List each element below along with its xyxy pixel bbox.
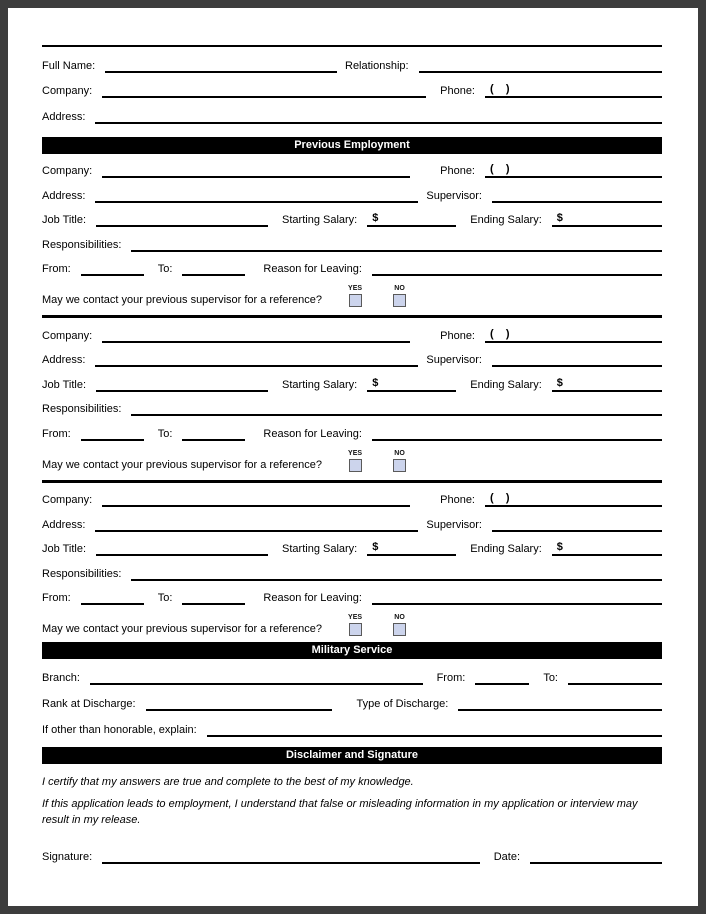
phone-field-line [485, 328, 662, 343]
ending-salary-label: Ending Salary: [470, 543, 542, 555]
no-checkbox[interactable] [393, 459, 406, 472]
contact-question: May we contact your previous supervisor for a reference? [42, 294, 323, 306]
no-label: NO [394, 285, 405, 292]
release-statement: If this application leads to employment, I understand that false or misleading information in my application or interview may result in my release. [42, 798, 638, 826]
company-field-line [102, 338, 410, 343]
reason-for-leaving-label: Reason for Leaving: [263, 263, 362, 275]
yes-checkbox[interactable] [349, 459, 362, 472]
dollar-sign: $ [372, 376, 379, 389]
form-page [8, 8, 698, 906]
date-label: Date: [493, 851, 520, 863]
company-label: Company: [42, 165, 93, 177]
signature-label: Signature: [42, 851, 93, 863]
starting-salary-field-line [367, 377, 456, 392]
address-label: Address: [42, 110, 86, 123]
signature-row [42, 840, 662, 864]
military-service-header: Military Service [42, 642, 662, 659]
ending-salary-field-line [552, 377, 662, 392]
job-title-row [42, 532, 662, 557]
job-title-label: Job Title: [42, 214, 87, 226]
contact-question-row [42, 605, 662, 636]
ending-salary-field-line [552, 212, 662, 227]
starting-salary-field-line [367, 541, 456, 556]
to-field-line [568, 680, 662, 685]
dollar-sign: $ [372, 212, 379, 224]
address-label: Address: [42, 189, 86, 202]
branch-row [42, 659, 662, 685]
job-title-label: Job Title: [42, 378, 87, 391]
rank-field-line [146, 706, 332, 711]
no-checkbox-group [393, 285, 406, 307]
explain-row [42, 711, 662, 737]
phone-parens: ( ) [490, 163, 510, 175]
ending-salary-field-line [552, 541, 662, 556]
supervisor-field-line [492, 198, 662, 203]
previous-employment-header: Previous Employment [42, 137, 662, 154]
from-field-line [81, 600, 144, 605]
reason-for-leaving-label: Reason for Leaving: [263, 592, 362, 604]
address-field-line [95, 362, 418, 367]
yes-checkbox-group [348, 285, 362, 307]
phone-parens: ( ) [490, 492, 510, 504]
company-label: Company: [42, 85, 93, 97]
to-field-line [182, 271, 245, 276]
job-title-field-line [96, 387, 268, 392]
address-label: Address: [42, 354, 86, 366]
phone-field-line [485, 83, 662, 98]
address-label: Address: [42, 518, 86, 531]
responsibilities-row [42, 392, 662, 417]
job-title-field-line [96, 551, 268, 556]
yes-checkbox-group [348, 450, 362, 472]
relationship-field-line [419, 68, 662, 73]
address-field-line [95, 527, 418, 532]
to-label: To: [543, 672, 558, 684]
supervisor-label: Supervisor: [426, 354, 482, 366]
address-row [42, 98, 662, 124]
company-field-line [102, 93, 426, 98]
job-title-row [42, 203, 662, 228]
company-row [42, 483, 662, 508]
company-field-line [102, 502, 410, 507]
to-field-line [182, 436, 245, 441]
supervisor-field-line [492, 527, 662, 532]
reason-for-leaving-label: Reason for Leaving: [263, 427, 362, 440]
type-of-discharge-label: Type of Discharge: [356, 698, 449, 710]
contact-question: May we contact your previous supervisor for a reference? [42, 623, 323, 635]
phone-parens: ( ) [490, 327, 510, 340]
rank-row [42, 685, 662, 711]
phone-field-line [485, 163, 662, 178]
job-title-label: Job Title: [42, 543, 87, 555]
responsibilities-label: Responsibilities: [42, 567, 122, 580]
company-label: Company: [42, 329, 93, 342]
rank-at-discharge-label: Rank at Discharge: [42, 698, 136, 710]
contact-question-row [42, 276, 662, 307]
full-name-row [42, 47, 662, 73]
starting-salary-label: Starting Salary: [282, 543, 358, 555]
phone-label: Phone: [440, 494, 475, 506]
employment-block-1 [42, 154, 662, 319]
date-field-line [530, 859, 662, 864]
contact-question: May we contact your previous supervisor for a reference? [42, 458, 323, 471]
dates-row [42, 581, 662, 606]
supervisor-field-line [492, 362, 662, 367]
dollar-sign: $ [556, 212, 563, 224]
from-label: From: [42, 427, 71, 440]
from-label: From: [42, 592, 71, 604]
phone-field-line [485, 492, 662, 507]
no-checkbox[interactable] [393, 623, 406, 636]
no-checkbox-group [393, 614, 406, 636]
responsibilities-label: Responsibilities: [42, 238, 122, 251]
yes-checkbox-group [348, 614, 362, 636]
address-row [42, 507, 662, 532]
full-name-field-line [105, 68, 337, 73]
disclaimer-signature-header: Disclaimer and Signature [42, 747, 662, 764]
branch-field-line [90, 680, 423, 685]
contact-question-row [42, 441, 662, 472]
responsibilities-row [42, 227, 662, 252]
employment-block-2 [42, 318, 662, 483]
phone-label: Phone: [440, 329, 475, 342]
yes-label: YES [348, 285, 363, 292]
responsibilities-field-line [131, 576, 662, 581]
from-label: From: [436, 672, 466, 684]
dollar-sign: $ [372, 541, 379, 553]
no-label: NO [394, 614, 405, 621]
ending-salary-label: Ending Salary: [470, 214, 542, 226]
starting-salary-label: Starting Salary: [282, 378, 358, 391]
responsibilities-field-line [131, 411, 662, 416]
phone-label: Phone: [440, 165, 475, 177]
company-row [42, 154, 662, 179]
job-title-row [42, 367, 662, 392]
from-field-line [475, 680, 529, 685]
employment-block-3 [42, 483, 662, 637]
company-label: Company: [42, 494, 93, 506]
relationship-label: Relationship: [345, 59, 409, 72]
company-field-line [102, 173, 410, 178]
full-name-label: Full Name: [42, 59, 96, 72]
to-label: To: [157, 427, 173, 440]
yes-label: YES [348, 449, 363, 457]
dates-row [42, 252, 662, 277]
branch-label: Branch: [42, 672, 80, 684]
to-label: To: [157, 263, 173, 275]
reason-field-line [372, 271, 662, 276]
signature-field-line [102, 859, 480, 864]
discharge-type-field-line [458, 706, 662, 711]
phone-label: Phone: [440, 85, 475, 97]
no-checkbox[interactable] [393, 294, 406, 307]
reason-field-line [372, 600, 662, 605]
responsibilities-field-line [131, 247, 662, 252]
address-field-line [95, 198, 418, 203]
explain-field-line [207, 732, 662, 737]
certify-statement: I certify that my answers are true and complete to the best of my knowledge. [42, 776, 414, 788]
starting-salary-field-line [367, 212, 456, 227]
job-title-field-line [96, 222, 268, 227]
from-field-line [81, 271, 144, 276]
yes-label: YES [348, 614, 363, 621]
from-field-line [81, 436, 144, 441]
dollar-sign: $ [556, 541, 563, 553]
company-row [42, 318, 662, 343]
starting-salary-label: Starting Salary: [282, 214, 358, 226]
yes-checkbox[interactable] [349, 623, 362, 636]
from-label: From: [42, 263, 71, 275]
supervisor-label: Supervisor: [426, 518, 482, 531]
responsibilities-row [42, 556, 662, 581]
responsibilities-label: Responsibilities: [42, 403, 122, 415]
explain-label: If other than honorable, explain: [42, 724, 197, 736]
supervisor-label: Supervisor: [426, 189, 482, 202]
address-row [42, 178, 662, 203]
yes-checkbox[interactable] [349, 294, 362, 307]
phone-parens: ( ) [490, 83, 510, 95]
company-row [42, 73, 662, 99]
dollar-sign: $ [556, 376, 563, 389]
address-field-line [95, 119, 662, 124]
dates-row [42, 416, 662, 441]
to-field-line [182, 600, 245, 605]
reason-field-line [372, 436, 662, 441]
no-label: NO [394, 449, 405, 457]
to-label: To: [157, 592, 173, 604]
ending-salary-label: Ending Salary: [470, 378, 542, 391]
address-row [42, 343, 662, 368]
no-checkbox-group [393, 450, 406, 472]
